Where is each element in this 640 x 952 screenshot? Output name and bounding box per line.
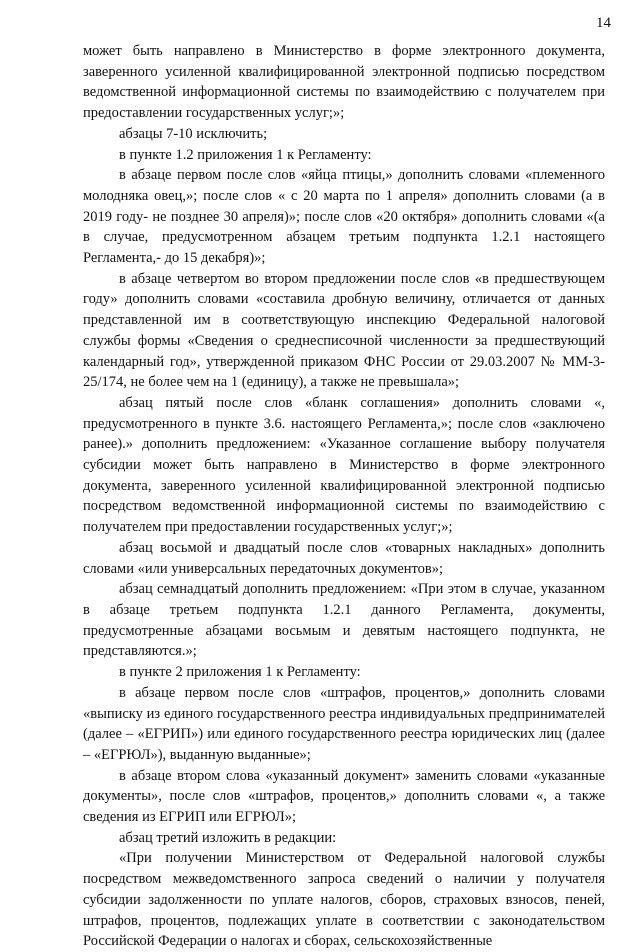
paragraph: в абзаце четвертом во втором предложении после слов «в предшествующем году» дополнить словами «составила дробную величину, отличается от данных представленной им в соответствующую инспекцию Федеральной налоговой службы формы «Сведения о среднесписочной численности за предшествующий календарный год», утвержденной приказом ФНС России от 29.03.2007 № ММ-3-25/174, не более чем на 1 (единицу), а также не превышала»; bbox=[83, 270, 605, 391]
paragraph: абзацы 7-10 исключить; bbox=[119, 125, 268, 142]
paragraph: в абзаце первом после слов «яйца птицы,» дополнить словами «племенного молодняка овец,»; после слов « с 20 марта по 1 апреля» дополнить словами (а в 2019 году- не позднее 30 апреля)»; после слов «20 октября» дополнить словами «(а в случае, предусмотренном абзацем третьим подпункта 1.2.1 настоящего Регламента,- до 15 декабря)»; bbox=[83, 167, 605, 267]
paragraph-continued: может быть направлено в Министерство в форме электронного документа, заверенного усиленной квалифицированной электронной подписью посредством ведомственной информационной системы по взаимодействию с получателем при предоставлении государственных услуг;»; bbox=[83, 43, 605, 122]
page-number: 14 bbox=[596, 15, 611, 31]
paragraph: в пункте 2 приложения 1 к Регламенту: bbox=[119, 664, 361, 681]
paragraph: абзац восьмой и двадцатый после слов «товарных накладных» дополнить словами «или универсальных передаточных документов»; bbox=[83, 539, 605, 577]
paragraph: абзац пятый после слов «бланк соглашения» дополнить словами «, предусмотренного в пункте 3.6. настоящего Регламента,»; после слов «заключено ранее).» дополнить предложением: «Указанное соглашение выбору получателя субсидии может быть направлено в Министерство в форме электронного документа, заверенного усиленной квалифицированной электронной подписью посредством ведомственной информационной системы по взаимодействию с получателем при предоставлении государственных услуг;»; bbox=[83, 394, 605, 536]
paragraph: абзац семнадцатый дополнить предложением: «При этом в случае, указанном в абзаце третьем подпункта 1.2.1 данного Регламента, документы, предусмотренные абзацами восьмым и девятым настоящего подпункта, не представляются.»; bbox=[83, 581, 605, 660]
paragraph: в абзаце втором слова «указанный документ» заменить словами «указанные документы», после слов «штрафов, процентов,» дополнить словами «, а также сведения из ЕГРИП или ЕГРЮЛ»; bbox=[83, 767, 605, 826]
paragraph: «При получении Министерством от Федеральной налоговой службы посредством межведомственного запроса сведений о наличии у получателя субсидии задолженности по уплате налогов, сборов, страховых взносов, пеней, штрафов, процентов, подлежащих уплате в соответствии с законодательством Российской Федерации о налогах и сборах, сельскохозяйственные bbox=[83, 850, 605, 950]
document-body bbox=[83, 41, 605, 952]
paragraph: в абзаце первом после слов «штрафов, процентов,» дополнить словами «выписку из единого государственного реестра индивидуальных предпринимателей (далее – «ЕГРИП») или единого государственного реестра юридических лиц (далее – «ЕГРЮЛ»), выданную выданные»; bbox=[83, 684, 605, 763]
paragraph: в пункте 1.2 приложения 1 к Регламенту: bbox=[119, 146, 372, 163]
paragraph: абзац третий изложить в редакции: bbox=[119, 829, 337, 846]
